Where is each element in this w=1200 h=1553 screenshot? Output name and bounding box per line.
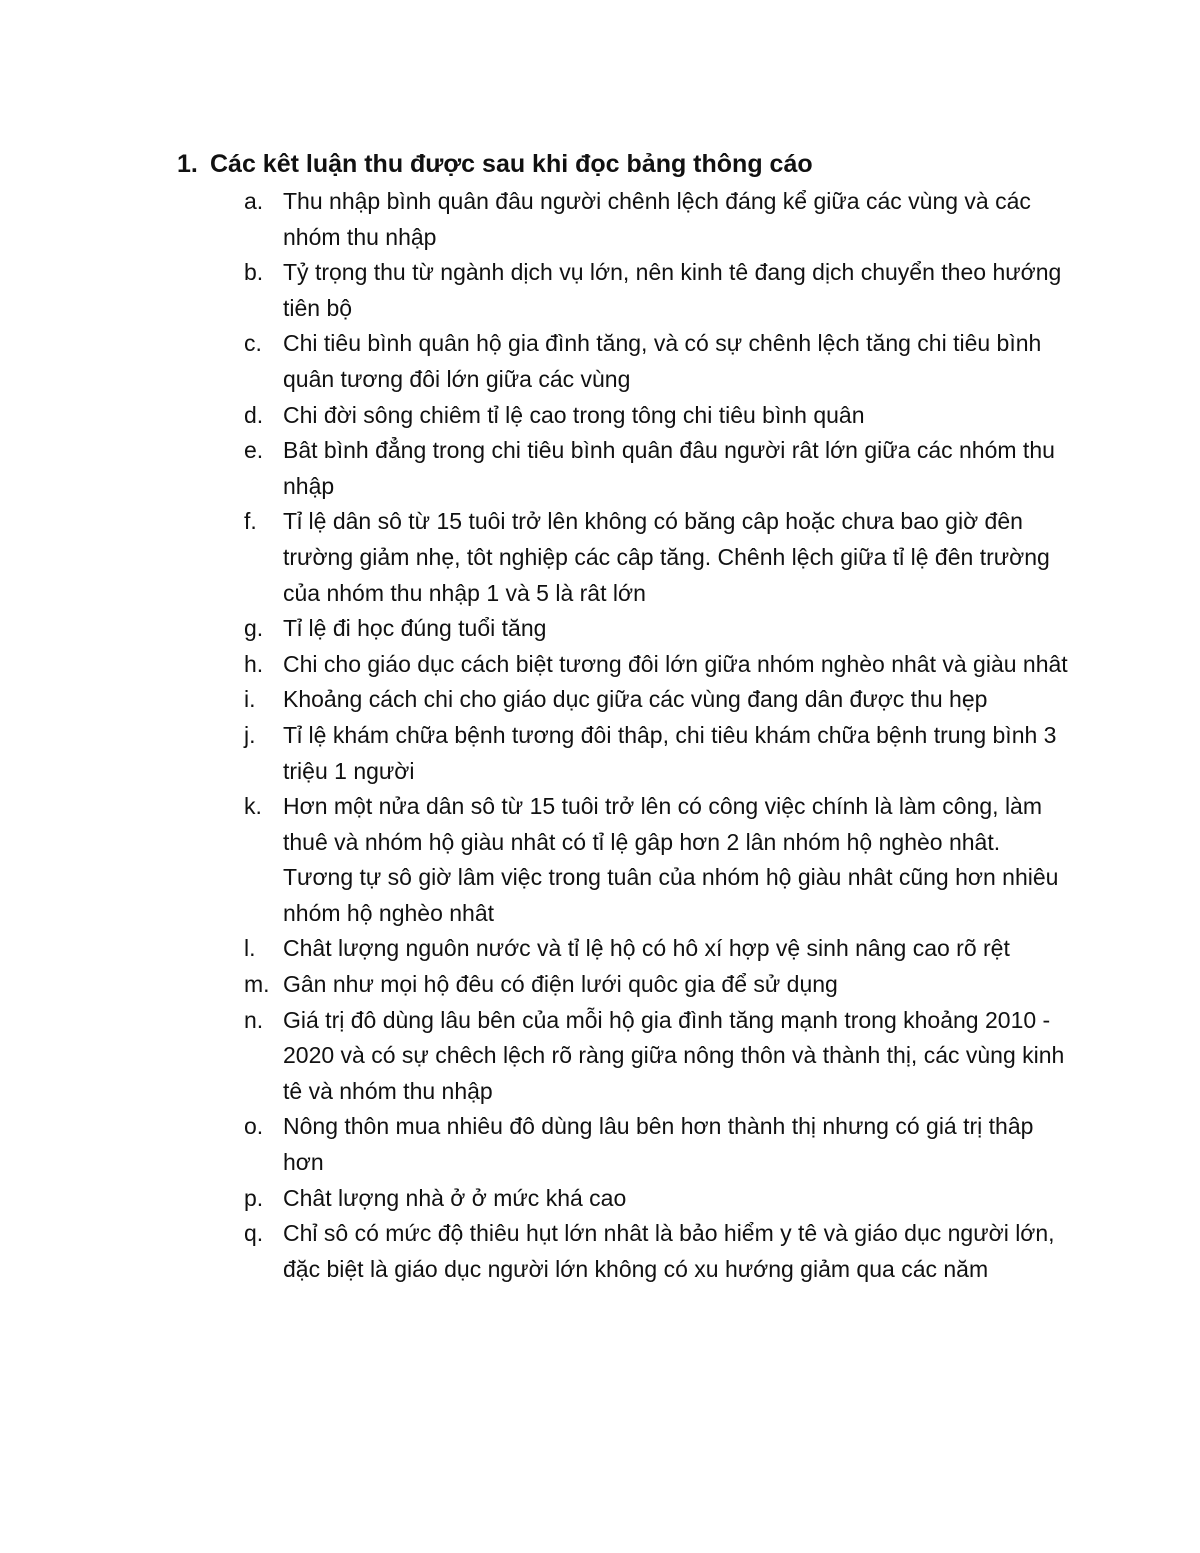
list-item [244,931,1074,967]
item-text: Tỷ trọng thu từ ngành dịch vụ lớn, nên kinh tê đang dịch chuyển theo hướng tiên bộ [283,259,1062,321]
list-item [244,1216,1074,1287]
item-letter: j. [244,721,256,748]
item-text: Tỉ lệ khám chữa bệnh tương đôi thâp, chi tiêu khám chữa bệnh trung bình 3 triệu 1 người [283,721,1057,784]
item-letter: n. [244,1006,264,1033]
item-letter: e. [244,437,264,464]
list-item [244,326,1074,397]
item-letter: k. [244,793,262,820]
list-item [244,398,1074,434]
item-text: Hơn một nửa dân sô từ 15 tuôi trở lên có công việc chính là làm công, làm thuê và nhóm hộ giàu nhât có tỉ lệ gâp hơn 2 lân nhóm hộ nghèo nhât. Tương tự sô giờ lâm việc trong tuân của nhóm hộ giàu nhât cũng hơn nhiêu nhóm hộ nghèo nhât [283,793,1059,926]
item-letter: m. [244,971,270,998]
item-text: Tỉ lệ dân sô từ 15 tuôi trở lên không có băng câp hoặc chưa bao giờ đên trường giảm nhẹ, tôt nghiệp các câp tăng. Chênh lệch giữa tỉ lệ đên trường của nhóm thu nhập 1 và 5 là rât lớn [283,508,1050,606]
list-item [244,647,1074,683]
item-letter: g. [244,615,264,642]
conclusions-list [244,184,1074,1287]
heading-number: 1. [177,150,198,178]
item-text: Chi đời sông chiêm tỉ lệ cao trong tông chi tiêu bình quân [283,401,865,428]
item-letter: o. [244,1113,264,1140]
item-text: Chi tiêu bình quân hộ gia đình tăng, và có sự chênh lệch tăng chi tiêu bình quân tương đôi lớn giữa các vùng [283,330,1042,392]
item-letter: p. [244,1184,264,1211]
item-letter: f. [244,508,257,535]
item-text: Tỉ lệ đi học đúng tuổi tăng [283,615,547,642]
item-text: Thu nhập bình quân đâu người chênh lệch đáng kể giữa các vùng và các nhóm thu nhập [283,188,1031,250]
item-letter: a. [244,188,264,214]
item-text: Chât lượng nguôn nước và tỉ lệ hộ có hô xí hợp vệ sinh nâng cao rõ rệt [283,935,1010,962]
list-item [244,789,1074,931]
item-text: Gân như mọi hộ đêu có điện lưới quôc gia để sử dụng [283,971,838,998]
list-item [244,682,1074,718]
item-text: Nông thôn mua nhiêu đô dùng lâu bên hơn thành thị nhưng có giá trị thâp hơn [283,1113,1034,1176]
list-item [244,255,1074,326]
section-heading [177,146,1077,182]
list-item [244,504,1074,611]
item-letter: b. [244,259,264,286]
item-letter: c. [244,330,262,357]
list-item [244,967,1074,1003]
item-letter: h. [244,650,264,677]
item-text: Khoảng cách chi cho giáo dục giữa các vùng đang dân được thu hẹp [283,686,988,713]
list-item [244,1003,1074,1110]
list-item [244,184,1074,255]
item-text: Bât bình đẳng trong chi tiêu bình quân đâu người rât lớn giữa các nhóm thu nhập [283,437,1055,499]
list-item [244,1181,1074,1217]
list-item [244,1109,1074,1180]
list-item [244,718,1074,789]
heading-title: Các kêt luận thu được sau khi đọc bảng thông cáo [210,150,813,178]
item-text: Chât lượng nhà ở ở mức khá cao [283,1184,627,1211]
item-text: Giá trị đô dùng lâu bên của mỗi hộ gia đình tăng mạnh trong khoảng 2010 - 2020 và có sự chêch lệch rõ ràng giữa nông thôn và thành thị, các vùng kinh tê và nhóm thu nhập [283,1006,1065,1104]
item-letter: i. [244,686,256,713]
item-letter: d. [244,401,264,428]
item-letter: q. [244,1220,264,1247]
item-letter: l. [244,935,256,962]
item-text: Chi cho giáo dục cách biệt tương đôi lớn giữa nhóm nghèo nhât và giàu nhât [283,650,1068,677]
list-item [244,611,1074,647]
item-text: Chỉ sô có mức độ thiêu hụt lớn nhât là bảo hiểm y tê và giáo dục người lớn, đặc biệt là giáo dục người lớn không có xu hướng giảm qua các năm [283,1220,1055,1282]
list-item [244,433,1074,504]
